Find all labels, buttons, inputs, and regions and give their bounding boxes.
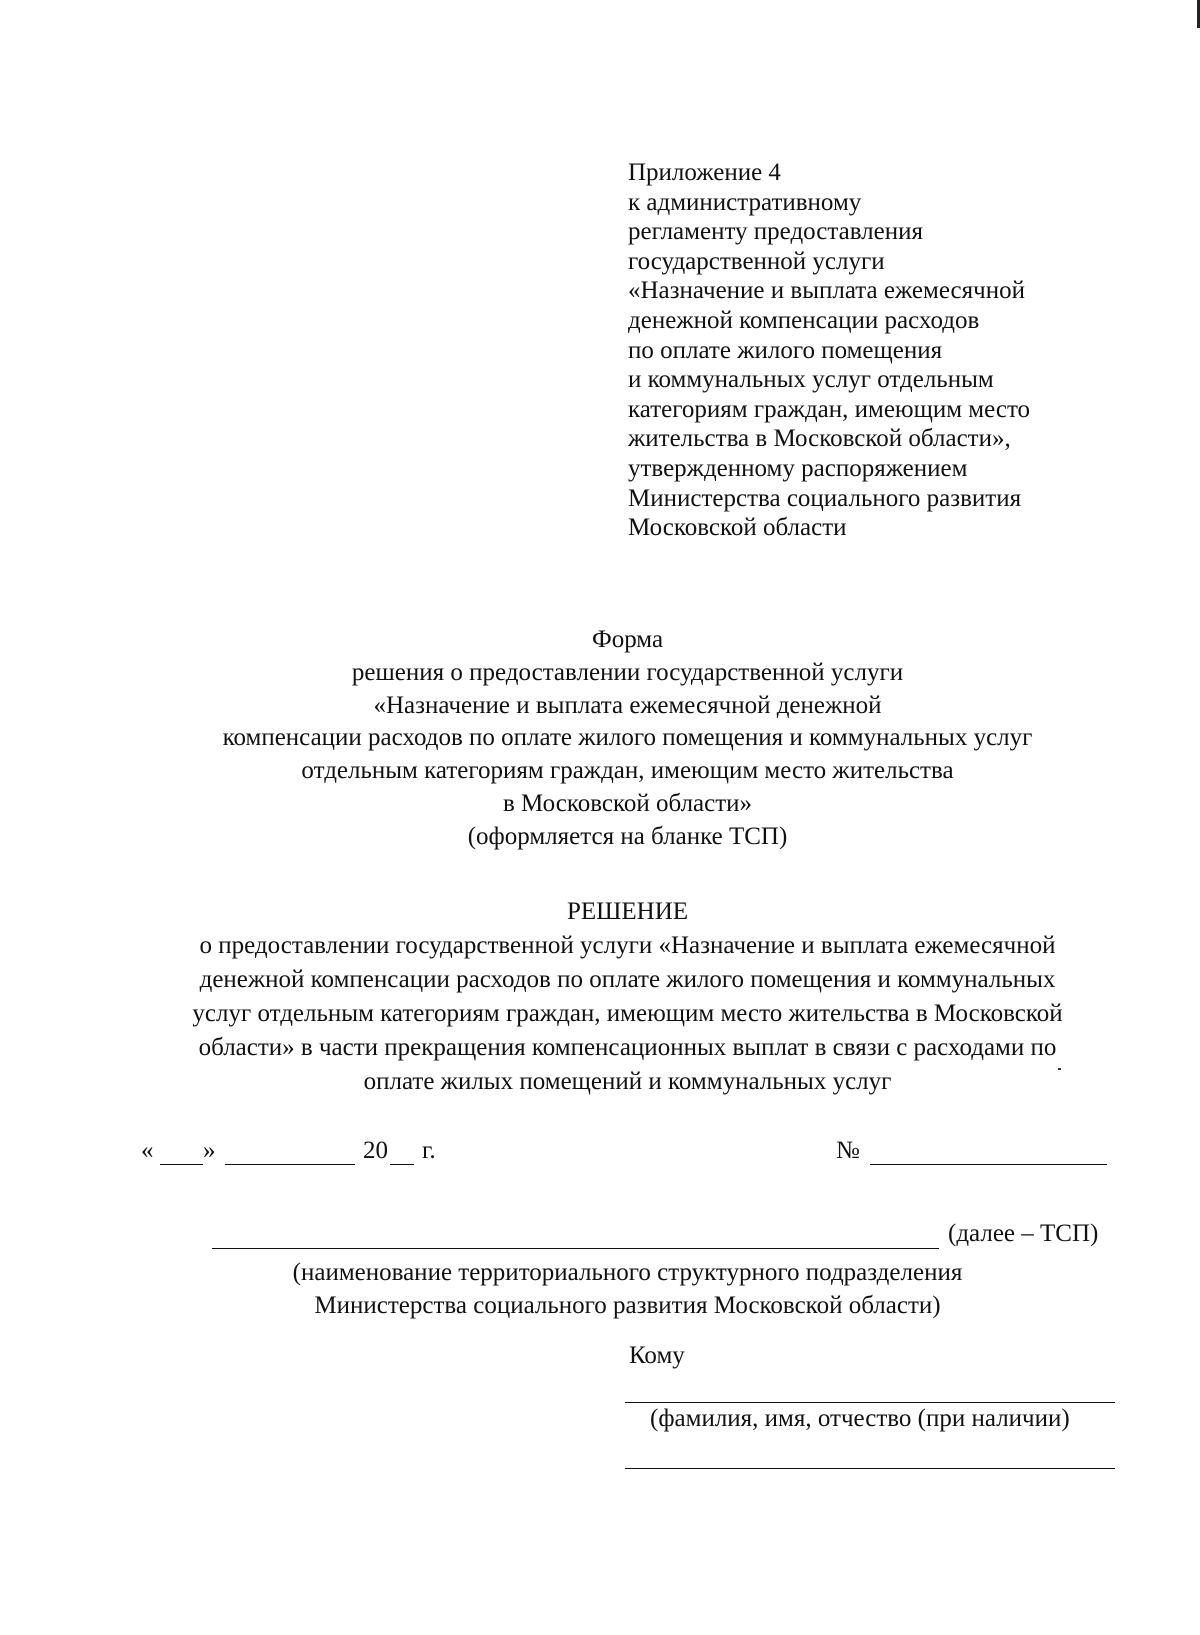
date-month-field[interactable] (225, 1140, 355, 1165)
form-title-line: в Московской области» (502, 789, 753, 817)
date-year-prefix: 20 (363, 1137, 388, 1164)
appendix-line: по оплате жилого помещения (628, 336, 943, 364)
decision-heading: РЕШЕНИЕ (566, 898, 689, 925)
decision-line: области» в части прекращения компенсационных выплат в связи с расходами по (198, 1034, 1057, 1061)
appendix-line: к административному (628, 188, 862, 216)
appendix-line: денежной компенсации расходов (628, 306, 980, 334)
appendix-line: государственной услуги (628, 247, 885, 275)
date-close-quote: » (203, 1137, 216, 1164)
decision-line: о предоставлении государственной услуги «Назначение и выплата ежемесячной (199, 932, 1056, 959)
tsp-name-field[interactable] (212, 1224, 939, 1249)
form-title-line: Форма (591, 626, 664, 653)
date-open-quote: « (141, 1137, 154, 1164)
form-title-line: компенсации расходов по оплате жилого помещения и коммунальных услуг (222, 724, 1033, 752)
form-title-line: отдельным категориям граждан, имеющим место жительства (301, 757, 954, 785)
scan-speck (1058, 1068, 1061, 1070)
date-year-field[interactable] (390, 1140, 414, 1165)
appendix-header (628, 158, 1108, 543)
recipient-extra-field[interactable] (625, 1446, 1115, 1469)
document-number-field[interactable] (870, 1140, 1107, 1165)
recipient-label: Кому (629, 1342, 685, 1369)
tsp-caption (0, 1256, 1200, 1322)
tsp-caption-line: Министерства социального развития Московской области) (314, 1292, 941, 1319)
form-title-line: (оформляется на бланке ТСП) (467, 822, 788, 850)
tsp-caption-line: (наименование территориального структурного подразделения (292, 1259, 963, 1286)
date-day-field[interactable] (160, 1140, 203, 1165)
appendix-line: Министерства социального развития (628, 484, 1022, 512)
tsp-suffix: (далее – ТСП) (948, 1220, 1099, 1247)
appendix-line: жительства в Московской области», (628, 425, 1011, 453)
number-sign: № (836, 1137, 860, 1164)
recipient-name-field[interactable] (625, 1380, 1115, 1403)
appendix-line: и коммунальных услуг отдельным (628, 366, 994, 394)
appendix-line: категориям граждан, имеющим место (628, 395, 1031, 423)
decision-line: оплате жилых помещений и коммунальных услуг (363, 1068, 892, 1095)
decision-block (0, 895, 1200, 1099)
form-title-line: решения о предоставлении государственной услуги (351, 658, 904, 686)
appendix-line: регламенту предоставления (628, 218, 924, 246)
recipient-caption: (фамилия, имя, отчество (при наличии) (650, 1405, 1070, 1432)
form-title-line: «Назначение и выплата ежемесячной денежной (373, 691, 882, 719)
appendix-line: утвержденному распоряжением (628, 454, 968, 482)
form-title (0, 624, 1200, 854)
decision-line: услуг отдельным категориям граждан, имеющим место жительства в Московской (192, 1000, 1063, 1027)
decision-line: денежной компенсации расходов по оплате жилого помещения и коммунальных (199, 966, 1056, 993)
appendix-line: «Назначение и выплата ежемесячной (628, 277, 1025, 305)
appendix-line: Московской области (628, 514, 847, 542)
date-year-suffix: г. (422, 1137, 436, 1164)
appendix-line: Приложение 4 (628, 159, 781, 186)
